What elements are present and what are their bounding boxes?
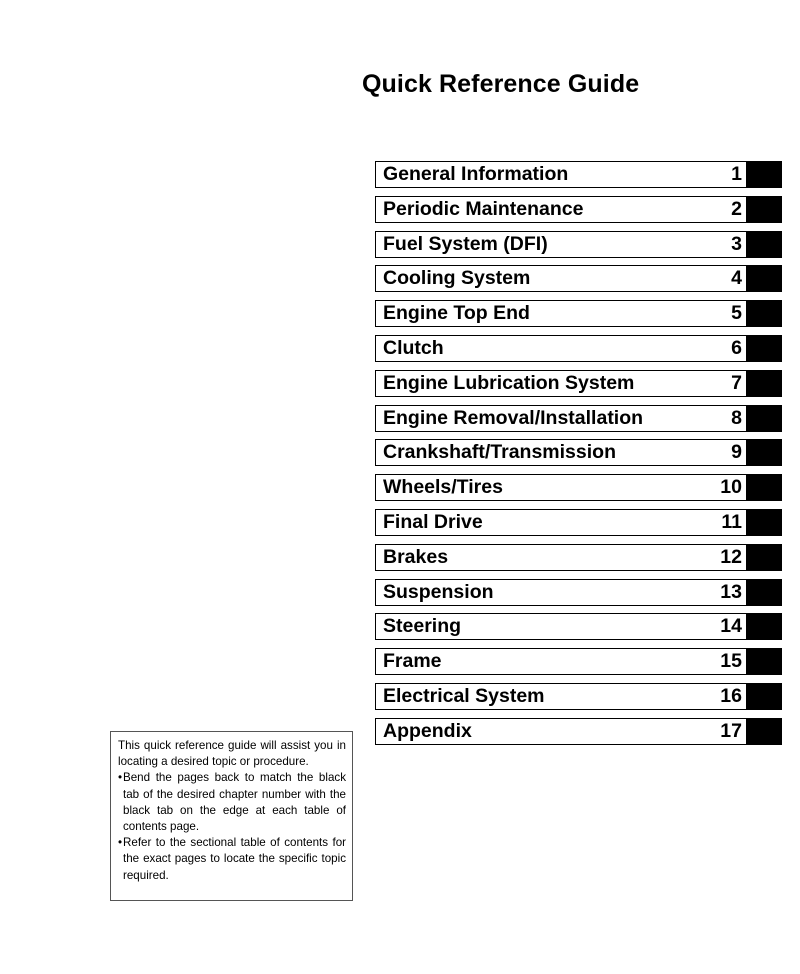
chapter-row [375, 265, 785, 292]
chapter-link-general-information[interactable] [375, 161, 747, 188]
chapter-link-final-drive[interactable] [375, 509, 747, 536]
chapter-link-engine-lubrication-system[interactable] [375, 370, 747, 397]
bullet-dot-icon: • [118, 771, 123, 785]
chapter-number: 10 [720, 476, 742, 499]
chapter-tab [747, 683, 782, 710]
chapter-row [375, 544, 785, 571]
chapter-row [375, 335, 785, 362]
chapter-label: Engine Top End [383, 302, 530, 325]
chapter-number: 17 [720, 719, 742, 742]
chapter-link-engine-top-end[interactable] [375, 300, 747, 327]
chapter-row [375, 370, 785, 397]
chapter-row [375, 718, 785, 745]
chapter-row [375, 683, 785, 710]
note-bullet [118, 770, 346, 835]
chapter-number: 7 [731, 371, 742, 394]
chapter-label: Final Drive [383, 510, 483, 533]
chapter-number: 2 [731, 197, 742, 220]
note-intro: This quick reference guide will assist you in locating a desired topic or procedure. [118, 739, 346, 769]
chapter-link-crankshaft-transmission[interactable] [375, 439, 747, 466]
note-bullet-text: Refer to the sectional table of contents for the exact pages to locate the specific topic required. [123, 836, 346, 882]
chapter-link-brakes[interactable] [375, 544, 747, 571]
chapter-row [375, 579, 785, 606]
chapter-tab [747, 544, 782, 571]
chapter-label: Fuel System (DFI) [383, 232, 548, 255]
chapter-tab [747, 405, 782, 432]
page-title: Quick Reference Guide [362, 70, 640, 98]
chapter-label: Electrical System [383, 684, 545, 707]
chapter-tab [747, 439, 782, 466]
chapter-row [375, 196, 785, 223]
chapter-label: Frame [383, 650, 442, 673]
chapter-tab [747, 196, 782, 223]
chapter-tab [747, 579, 782, 606]
note-bullet [118, 835, 346, 884]
chapter-tab [747, 335, 782, 362]
chapter-number: 1 [731, 163, 742, 185]
chapter-label: Cooling System [383, 267, 531, 290]
chapter-tab [747, 648, 782, 675]
note-bullet-text: Bend the pages back to match the black tab of the desired chapter number with the black tab on the edge at each table of contents page. [123, 771, 346, 834]
chapter-number: 13 [720, 580, 742, 603]
chapter-link-frame[interactable] [375, 648, 747, 675]
chapter-index [375, 161, 785, 753]
chapter-number: 3 [731, 232, 742, 255]
chapter-number: 11 [721, 510, 742, 533]
chapter-label: Periodic Maintenance [383, 197, 584, 220]
chapter-tab [747, 509, 782, 536]
chapter-row [375, 474, 785, 501]
chapter-tab [747, 231, 782, 258]
chapter-row [375, 300, 785, 327]
chapter-row [375, 405, 785, 432]
chapter-label: Engine Lubrication System [383, 371, 635, 394]
chapter-label: General Information [383, 163, 569, 185]
chapter-row [375, 231, 785, 258]
chapter-tab [747, 718, 782, 745]
chapter-tab [747, 161, 782, 188]
chapter-tab [747, 613, 782, 640]
chapter-label: Clutch [383, 336, 444, 359]
chapter-number: 14 [720, 615, 742, 638]
bullet-dot-icon: • [118, 836, 123, 850]
chapter-link-appendix[interactable] [375, 718, 747, 745]
chapter-link-fuel-system[interactable] [375, 231, 747, 258]
chapter-number: 5 [731, 302, 742, 325]
chapter-number: 12 [720, 545, 742, 568]
chapter-link-electrical-system[interactable] [375, 683, 747, 710]
chapter-link-engine-removal-installation[interactable] [375, 405, 747, 432]
chapter-row [375, 509, 785, 536]
chapter-tab [747, 265, 782, 292]
usage-note-box [110, 731, 353, 901]
chapter-number: 6 [731, 336, 742, 359]
chapter-row [375, 439, 785, 466]
chapter-link-suspension[interactable] [375, 579, 747, 606]
chapter-link-wheels-tires[interactable] [375, 474, 747, 501]
chapter-link-clutch[interactable] [375, 335, 747, 362]
chapter-link-steering[interactable] [375, 613, 747, 640]
chapter-tab [747, 474, 782, 501]
chapter-label: Engine Removal/Installation [383, 406, 644, 429]
chapter-label: Crankshaft/Transmission [383, 441, 616, 464]
chapter-label: Appendix [383, 719, 472, 742]
chapter-row [375, 161, 785, 188]
chapter-link-cooling-system[interactable] [375, 265, 747, 292]
chapter-row [375, 648, 785, 675]
chapter-number: 15 [720, 650, 742, 673]
chapter-number: 8 [731, 406, 742, 429]
chapter-row [375, 613, 785, 640]
chapter-number: 4 [731, 267, 742, 290]
chapter-tab [747, 370, 782, 397]
chapter-label: Suspension [383, 580, 494, 603]
chapter-number: 9 [731, 441, 742, 464]
chapter-link-periodic-maintenance[interactable] [375, 196, 747, 223]
chapter-tab [747, 300, 782, 327]
chapter-number: 16 [720, 684, 742, 707]
chapter-label: Brakes [383, 545, 449, 568]
chapter-label: Wheels/Tires [383, 476, 503, 499]
chapter-label: Steering [383, 615, 462, 638]
